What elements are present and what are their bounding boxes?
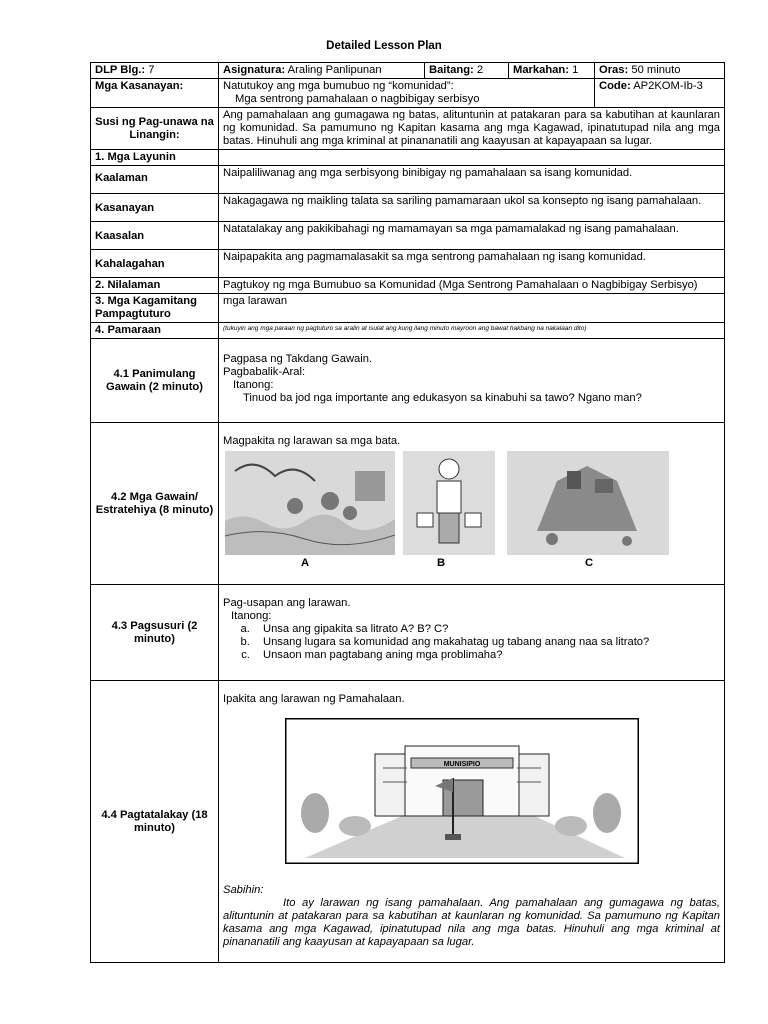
step41-label: 4.1 Panimulang Gawain (2 minuto): [91, 339, 219, 423]
kahalagahan-text: Naipapakita ang pagmamalasakit sa mga sentrong pamahalaan ng isang komunidad.: [219, 250, 725, 278]
building-sign: MUNISIPIO: [443, 761, 481, 768]
picture-a-flood: [225, 451, 395, 555]
picture-b-person: [403, 451, 495, 555]
kaalaman-text: Naipaliliwanag ang mga serbisyong binibigay ng pamahalaan sa isang komunidad.: [219, 166, 725, 194]
susi-text: Ang pamahalaan ang gumagawa ng batas, alituntunin at patakaran para sa kabutihan at kaunlaran ng komunidad. Sa pamumuno ng Kapitan kasama ang mga Kagawad, ipinatutupad nila ang mga batas. Hinuhuli ang mga kriminal at pinananatili ang kaayusan at kapayapaan sa lugar.: [219, 108, 725, 150]
step44-content: Ipakita ang larawan ng Pamahalaan. MUNISIPIO Sabihin: Ito ay larawan ng isang pamahalaan. Ang pamahalaan ang gumagawa ng batas, alituntunin at patakaran para sa kabutihan at kaunlaran ng komunidad. Sa pamumuno ng Kapitan kasama ang mga Kagawad, ipinatutupad nila ang mga batas. Hinuhuli ang mga kriminal at pinananatili ang kaayusan at kapayapaan sa lugar.: [219, 681, 725, 963]
kagamitan-text: mga larawan: [219, 294, 725, 323]
nilalaman-label: 2. Nilalaman: [91, 278, 219, 294]
caption-c: C: [585, 557, 594, 569]
code-cell: Code: AP2KOM-Ib-3: [595, 79, 725, 108]
asignatura-cell: Asignatura: Araling Panlipunan: [219, 63, 425, 79]
nilalaman-text: Pagtukoy ng mga Bumubuo sa Komunidad (Mga Sentrong Pamahalaan o Nagbibigay Serbisyo): [219, 278, 725, 294]
kasanayan-layunin-label: Kasanayan: [91, 194, 219, 222]
susi-label: Susi ng Pag-unawa na Linangin:: [91, 108, 219, 150]
caption-b: B: [437, 557, 446, 569]
baitang-cell: Baitang: 2: [425, 63, 509, 79]
question-item: c. Unsaon man pagtabang aning mga problimaha?: [253, 649, 720, 662]
lesson-plan-table: [90, 62, 725, 963]
sabihin-paragraph: Ito ay larawan ng isang pamahalaan. Ang pamahalaan ang gumagawa ng batas, alituntunin at patakaran para sa kabutihan at kaunlaran ng komunidad. Sa pamumuno ng Kapitan kasama ang mga Kagawad, ipinatutupad nila ang mga batas. Hinuhuli ang mga kriminal at pinananatili ang kaayusan at kapayapaan sa lugar.: [223, 897, 720, 948]
sabihin-label: Sabihin:: [223, 884, 264, 896]
markahan-cell: Markahan: 1: [509, 63, 595, 79]
kaasalan-text: Natatalakay ang pakikibahagi ng mamamayan sa mga pamamalakad ng isang pamahalaan.: [219, 222, 725, 250]
layunin-heading: 1. Mga Layunin: [91, 150, 219, 166]
pamaraan-label: 4. Pamaraan: [91, 323, 219, 339]
step42-content: Magpakita ng larawan sa mga bata. A B C: [219, 423, 725, 585]
kasanayan-layunin-text: Nakagagawa ng maikling talata sa sariling pamamaraan ukol sa konsepto ng isang pamahalaan.: [219, 194, 725, 222]
step41-content: Pagpasa ng Takdang Gawain. Pagbabalik-Aral: Itanong: Tinuod ba jod nga importante ang edukasyon sa kinabuhi sa tawo? Ngano man?: [219, 339, 725, 423]
pamaraan-note: (tukuyin ang mga paraan ng pagtuturo sa aralin at isulat ang kung ilang minuto mayroon ang bawat hakbang na nakalaan dito): [219, 323, 725, 339]
kagamitan-label: 3. Mga Kagamitang Pampagtuturo: [91, 294, 219, 323]
kasanayan-text: Natutukoy ang mga bumubuo ng “komunidad”: Mga sentrong pamahalaan o nagbibigay serbisyo: [219, 79, 595, 108]
step44-label: 4.4 Pagtatalakay (18 minuto): [91, 681, 219, 963]
step42-label: 4.2 Mga Gawain/ Estratehiya (8 minuto): [91, 423, 219, 585]
caption-a: A: [301, 557, 310, 569]
government-building-picture: [285, 718, 639, 864]
oras-cell: Oras: 50 minuto: [595, 63, 725, 79]
document-title: Detailed Lesson Plan: [326, 40, 442, 52]
kaasalan-label: Kaasalan: [91, 222, 219, 250]
kasanayan-label: Mga Kasanayan:: [91, 79, 219, 108]
kaalaman-label: Kaalaman: [91, 166, 219, 194]
question-item: a. Unsa ang gipakita sa litrato A? B? C?: [253, 623, 720, 636]
question-item: b. Unsang lugara sa komunidad ang makahatag ug tabang anang naa sa litrato?: [253, 636, 720, 649]
kahalagahan-label: Kahalagahan: [91, 250, 219, 278]
step43-label: 4.3 Pagsusuri (2 minuto): [91, 585, 219, 681]
question-list: [223, 623, 720, 662]
dlp-cell: DLP Blg.: 7: [91, 63, 219, 79]
picture-c-garbage: [507, 451, 669, 555]
step43-content: Pag-usapan ang larawan. Itanong: a. Unsa ang gipakita sa litrato A? B? C? b. Unsang lugara sa komunidad ang makahatag ug tabang anang naa sa litrato? c. Unsaon man pagtabang aning mga problimaha?: [219, 585, 725, 681]
